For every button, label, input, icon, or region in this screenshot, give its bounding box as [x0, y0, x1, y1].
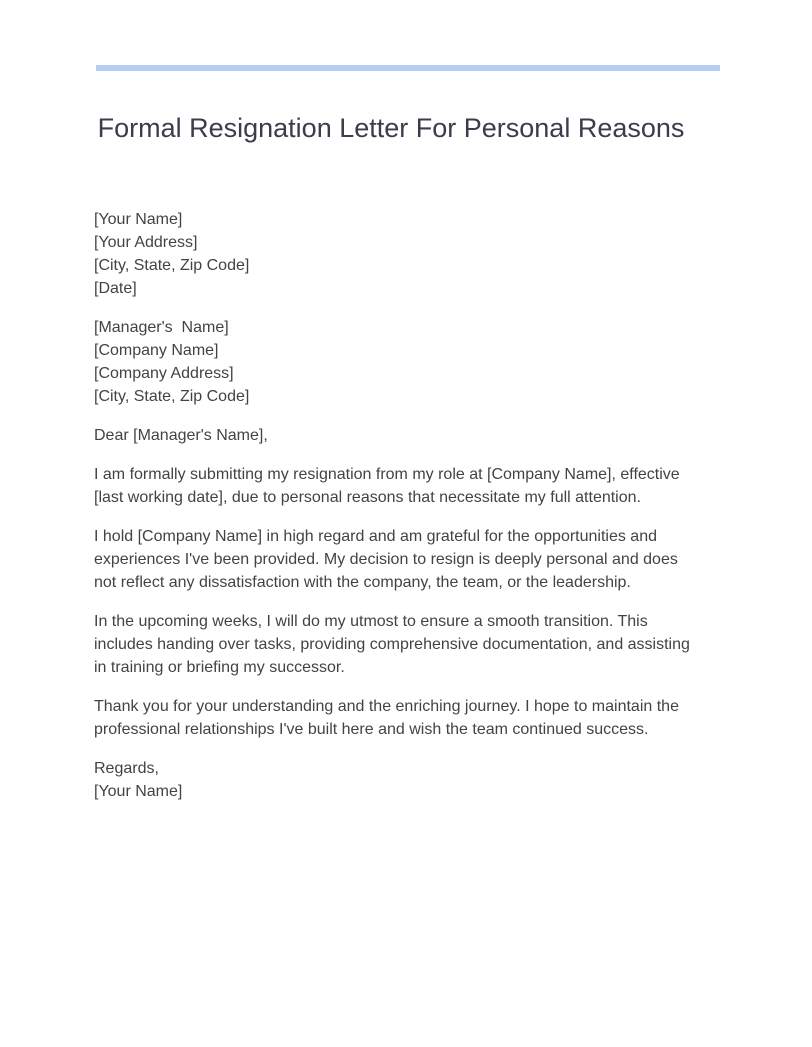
document-title: Formal Resignation Letter For Personal Reasons — [97, 113, 685, 143]
header-rule — [96, 65, 720, 71]
letter-date: [Date] — [94, 280, 137, 297]
letter-body — [94, 208, 704, 819]
closing: Regards, — [94, 760, 159, 777]
signature-name: [Your Name] — [94, 783, 183, 800]
sender-address-block — [94, 208, 704, 300]
closing-block — [94, 757, 704, 803]
recipient-city-state-zip: [City, State, Zip Code] — [94, 388, 250, 405]
body-paragraph: I am formally submitting my resignation from my role at [Company Name], effective [last working date], due to personal reasons that necessitate my full attention. — [94, 466, 680, 506]
sender-address: [Your Address] — [94, 234, 198, 251]
recipient-company-name: [Company Name] — [94, 342, 219, 359]
body-paragraph: Thank you for your understanding and the enriching journey. I hope to maintain the professional relationships I've built here and wish the team continued success. — [94, 698, 679, 738]
recipient-address-block — [94, 316, 704, 408]
sender-name: [Your Name] — [94, 211, 183, 228]
sender-city-state-zip: [City, State, Zip Code] — [94, 257, 250, 274]
salutation: Dear [Manager's Name], — [94, 427, 268, 444]
body-paragraph: I hold [Company Name] in high regard and am grateful for the opportunities and experiences I've been provided. My decision to resign is deeply personal and does not reflect any dissatisfaction with the company, the team, or the leadership. — [94, 528, 678, 591]
body-paragraph: In the upcoming weeks, I will do my utmost to ensure a smooth transition. This includes handing over tasks, providing comprehensive documentation, and assisting in training or briefing my successor. — [94, 613, 690, 676]
recipient-company-address: [Company Address] — [94, 365, 234, 382]
recipient-manager-name: [Manager's Name] — [94, 319, 229, 336]
